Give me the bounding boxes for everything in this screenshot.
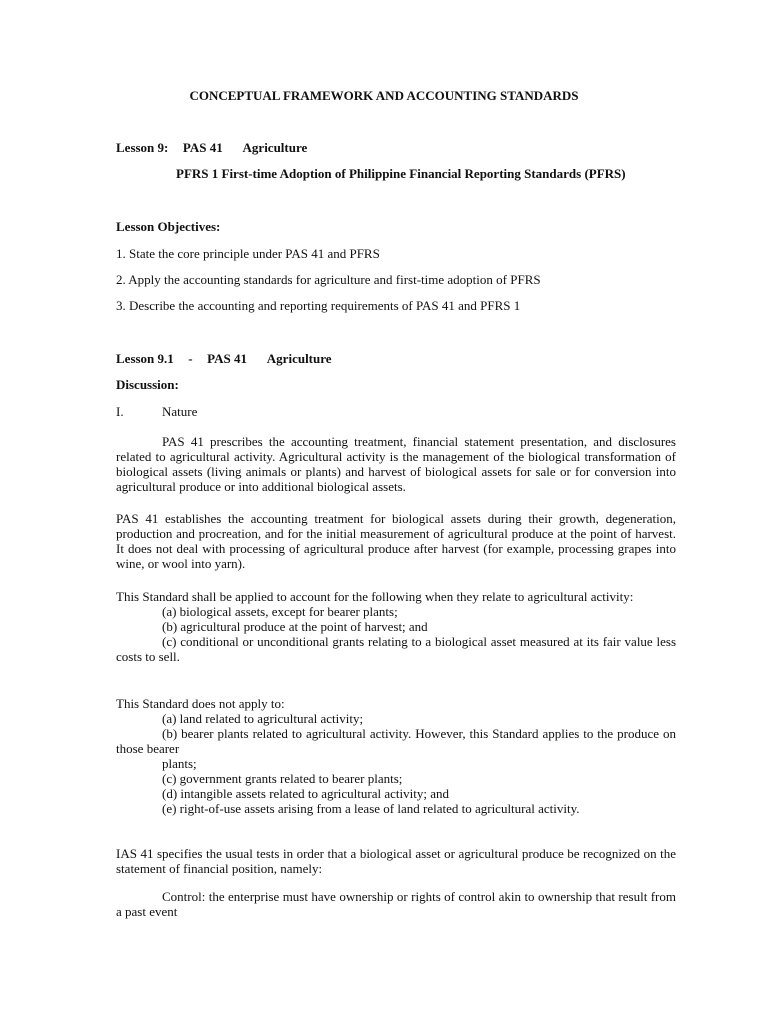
objectives-heading: Lesson Objectives: xyxy=(116,219,221,234)
lesson-heading xyxy=(116,140,676,155)
paragraph xyxy=(116,589,676,664)
list-item: (a) land related to agricultural activity; xyxy=(162,711,364,726)
paragraph: PAS 41 prescribes the accounting treatment, financial statement presentation, and disclosures related to agricultural activity. Agricultural activity is the management of the biological transformation of biological assets (living animals or plants) and harvest of biological assets for sale or for conversion into agricultural produce or into additional biological assets. xyxy=(116,434,676,494)
paragraph: PAS 41 establishes the accounting treatment for biological assets during their growth, degeneration, production and procreation, and for the initial measurement of agricultural produce at the point of harvest. It does not deal with processing of agricultural produce after harvest (for example, processing grapes into wine, or wool into yarn). xyxy=(116,511,676,571)
lesson-topic: Agriculture xyxy=(242,140,308,155)
list-item: (a) biological assets, except for bearer plants; xyxy=(162,604,398,619)
document-title: CONCEPTUAL FRAMEWORK AND ACCOUNTING STANDARDS xyxy=(189,88,579,103)
list-item: (e) right-of-use assets arising from a lease of land related to agricultural activity. xyxy=(162,801,580,816)
paragraph: Control: the enterprise must have ownership or rights of control akin to ownership that result from a past event xyxy=(116,889,676,919)
lesson91-topic: Agriculture xyxy=(266,351,332,366)
objective-item: 2. Apply the accounting standards for agriculture and first-time adoption of PFRS xyxy=(116,272,541,287)
list-item: (b) bearer plants related to agricultural activity. However, this Standard applies to the produce on those bearer xyxy=(116,726,676,756)
list-item: plants; xyxy=(162,756,197,771)
paragraph-intro: This Standard shall be applied to account for the following when they relate to agricultural activity: xyxy=(116,589,634,604)
paragraph: IAS 41 specifies the usual tests in order that a biological asset or agricultural produce be recognized on the statement of financial position, namely: xyxy=(116,846,676,876)
paragraph-intro: This Standard does not apply to: xyxy=(116,696,285,711)
objective-item: 1. State the core principle under PAS 41 and PFRS xyxy=(116,246,380,261)
lesson91-label: Lesson 9.1 xyxy=(116,351,174,366)
lesson91-dash: - xyxy=(188,351,193,366)
lesson-heading-pfrs: PFRS 1 First-time Adoption of Philippine Financial Reporting Standards (PFRS) xyxy=(176,166,626,181)
objective-item: 3. Describe the accounting and reporting requirements of PAS 41 and PFRS 1 xyxy=(116,298,521,313)
lesson91-heading xyxy=(116,351,676,366)
paragraph xyxy=(116,696,676,816)
section-numeral: I. xyxy=(116,404,124,419)
list-item: (c) conditional or unconditional grants relating to a biological asset measured at its fair value less costs to sell. xyxy=(116,634,676,664)
list-item: (d) intangible assets related to agricultural activity; and xyxy=(162,786,449,801)
section-heading xyxy=(116,404,676,419)
list-item: (c) government grants related to bearer plants; xyxy=(162,771,403,786)
list-item: (b) agricultural produce at the point of harvest; and xyxy=(162,619,428,634)
lesson-label: Lesson 9: xyxy=(116,140,169,155)
lesson91-code: PAS 41 xyxy=(207,351,247,366)
section-title: Nature xyxy=(162,404,198,419)
discussion-heading: Discussion: xyxy=(116,377,179,392)
lesson-code: PAS 41 xyxy=(182,140,223,155)
